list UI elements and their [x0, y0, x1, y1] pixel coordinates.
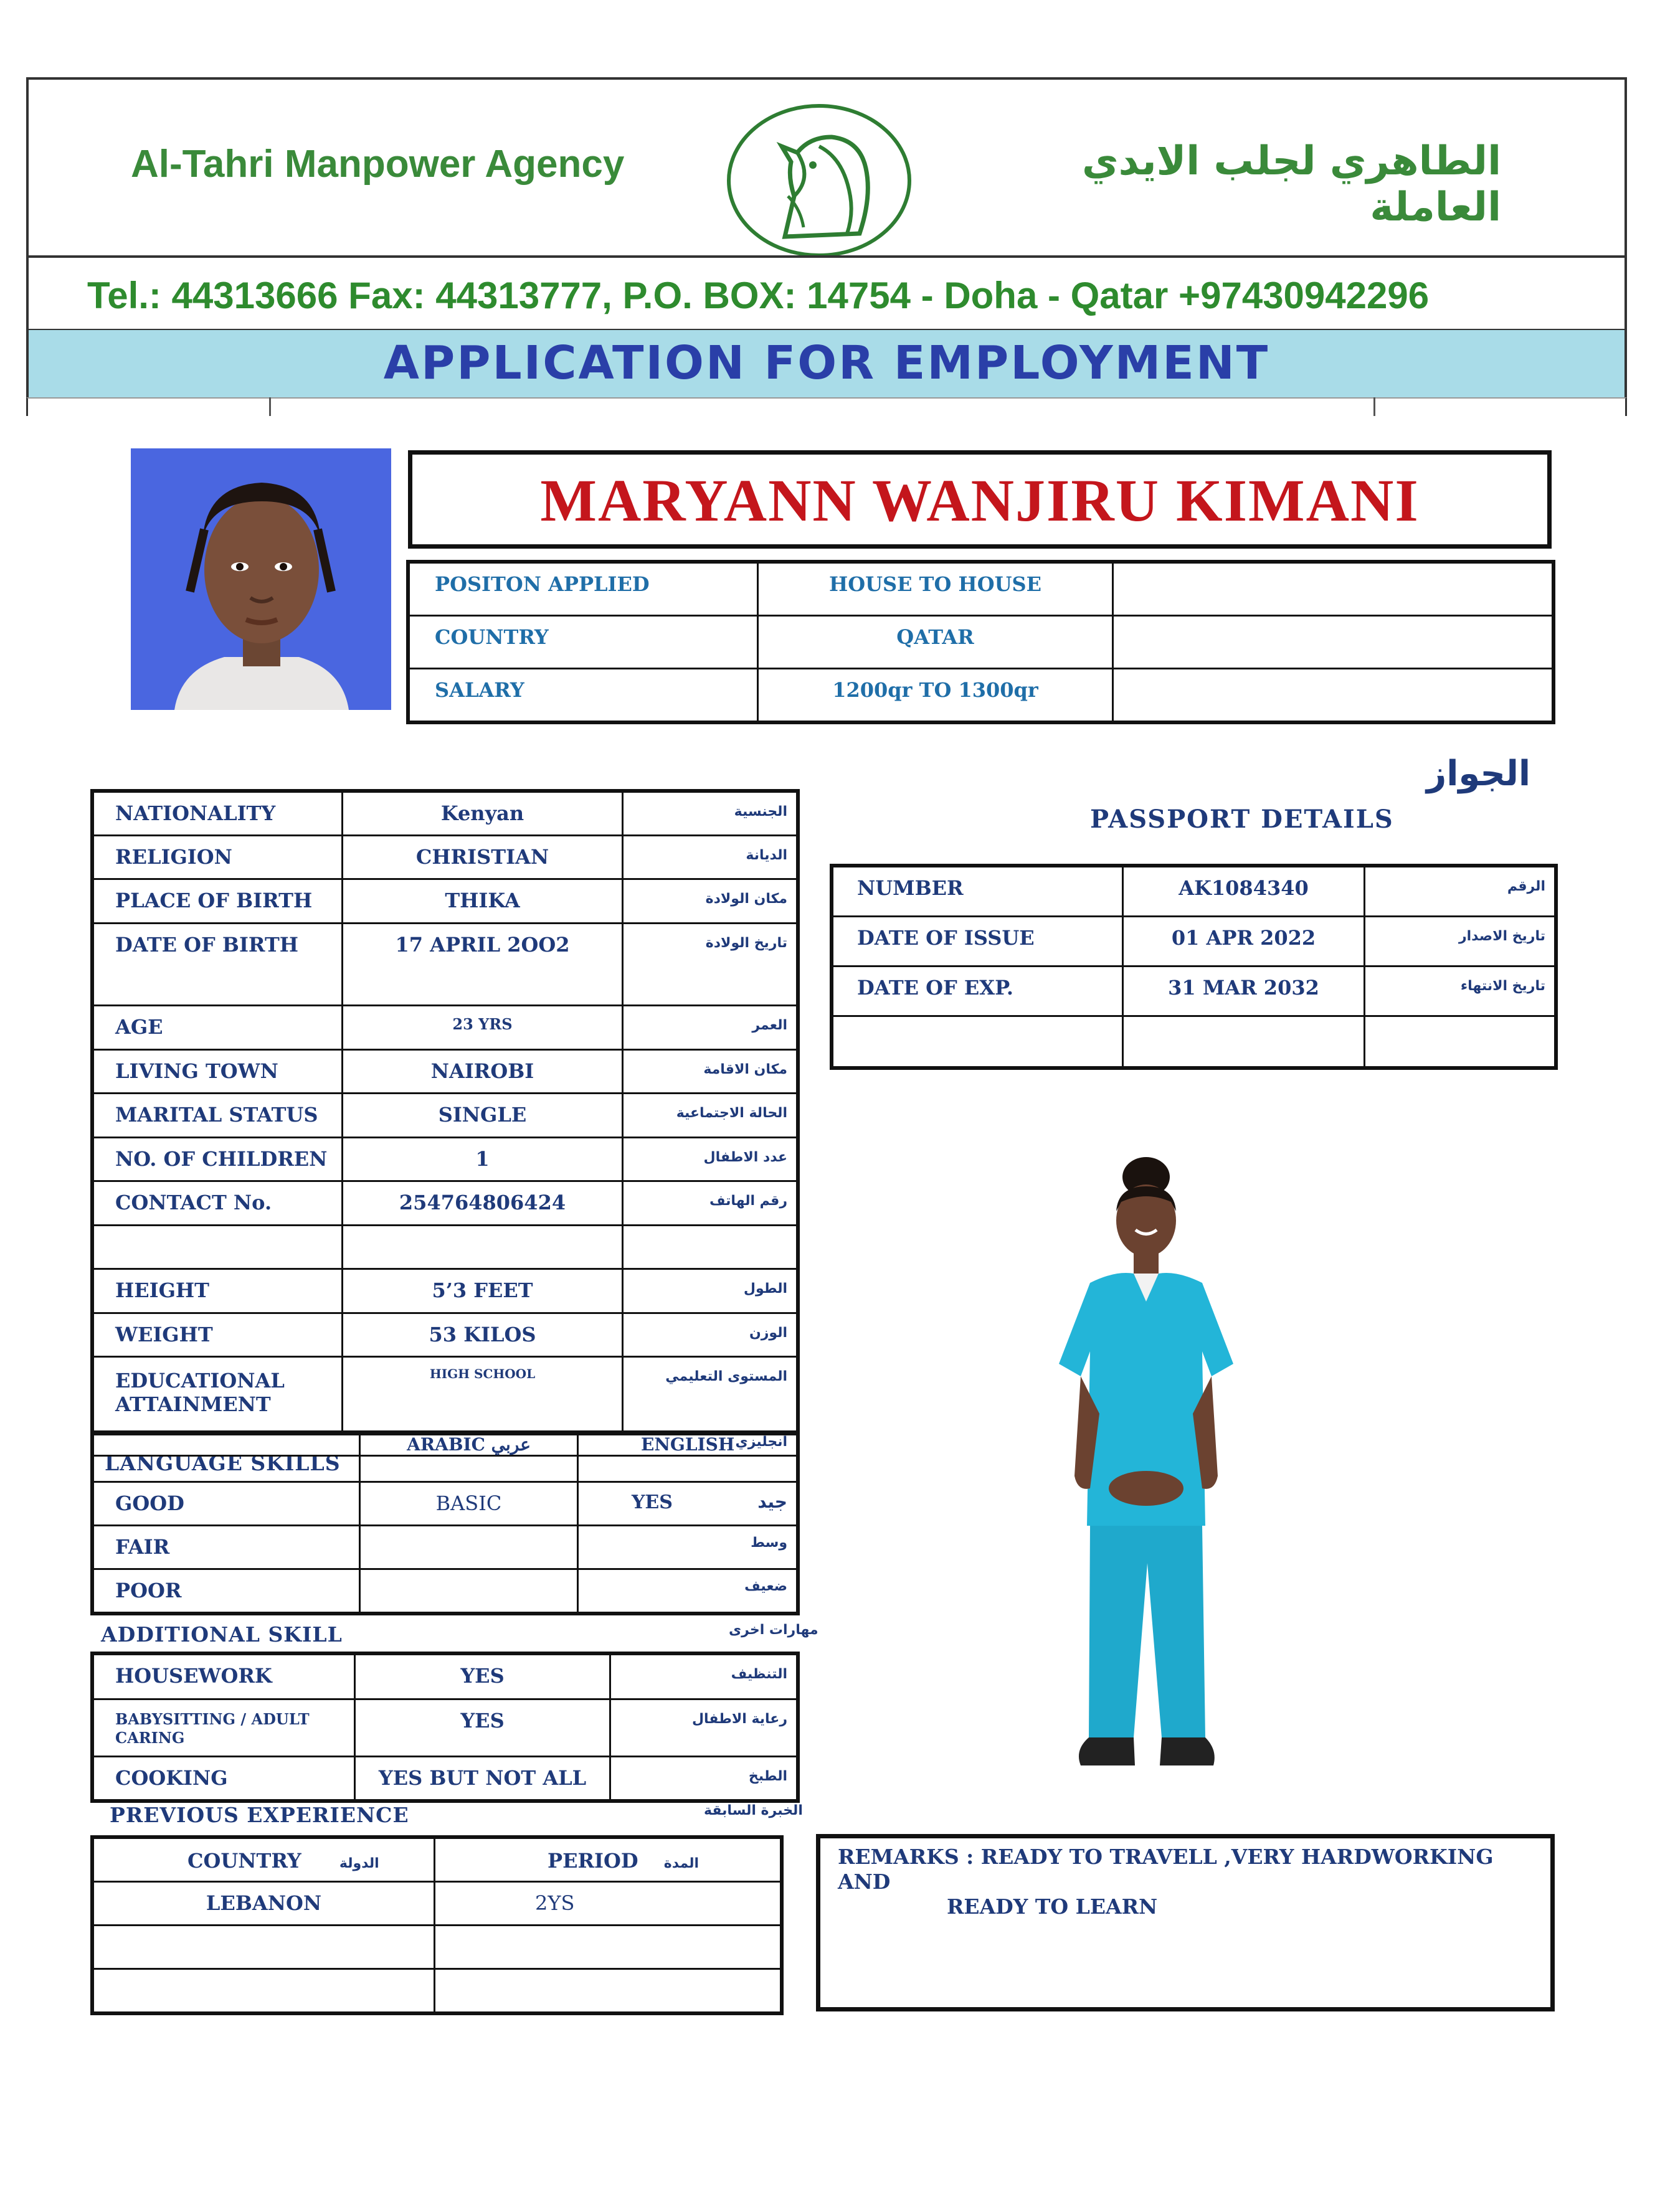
- contact-label: CONTACT No.: [93, 1181, 343, 1226]
- table-row: [93, 1569, 797, 1613]
- contact-label-ar: رقم الهاتف: [623, 1181, 797, 1226]
- passport-blank-value: [1123, 1016, 1365, 1067]
- babysitting-value: YES: [355, 1699, 610, 1757]
- passport-issue-value: 01 APR 2022: [1123, 917, 1365, 967]
- marital-value: SINGLE: [343, 1094, 623, 1138]
- lang-fair-english-ar: وسط: [751, 1535, 787, 1551]
- table-row: [93, 1456, 797, 1482]
- babysitting-label: BABYSITTING / ADULT CARING: [93, 1699, 355, 1757]
- experience-period-header-ar: المدة: [663, 1856, 700, 1871]
- passport-title: PASSPORT DETAILS: [1090, 805, 1394, 834]
- table-row: [93, 836, 797, 879]
- experience-country-value: [93, 1926, 435, 1969]
- position-label: POSITON APPLIED: [409, 563, 758, 616]
- table-row: [93, 792, 797, 836]
- header-strip-divider: [1373, 397, 1375, 416]
- agency-name-arabic: الطاهري لجلب الايدي العاملة: [1081, 138, 1501, 230]
- experience-period-header-text: PERIOD: [548, 1849, 638, 1873]
- additional-skill-label: ADDITIONAL SKILL: [101, 1622, 343, 1647]
- weight-label: WEIGHT: [93, 1313, 343, 1357]
- country-label: COUNTRY: [409, 616, 758, 669]
- full-body-photo: [1015, 1152, 1277, 1781]
- table-row: [93, 1050, 797, 1094]
- experience-period-value: [435, 1969, 781, 2013]
- experience-country-header-ar: الدولة: [339, 1856, 379, 1871]
- passport-title-arabic: الجواز: [1426, 754, 1531, 794]
- country-extra: [1113, 616, 1553, 669]
- babysitting-label-ar: رعاية الاطفال: [610, 1699, 797, 1757]
- lang-poor-arabic: [360, 1569, 578, 1613]
- personal-details-table: [92, 791, 798, 1434]
- housework-label: HOUSEWORK: [93, 1655, 355, 1699]
- salary-extra: [1113, 669, 1553, 722]
- lang-spacer: [578, 1456, 797, 1482]
- lang-good-english: [578, 1482, 797, 1526]
- height-value: 5’3 FEET: [343, 1269, 623, 1313]
- experience-country-value: LEBANON: [93, 1882, 435, 1926]
- salary-label: SALARY: [409, 669, 758, 722]
- table-row: [833, 867, 1555, 917]
- additional-skill-label-ar: مهارات اخرى: [729, 1622, 818, 1638]
- table-row: [93, 1526, 797, 1569]
- table-row: [93, 1969, 781, 2013]
- birthplace-label: PLACE OF BIRTH: [93, 879, 343, 924]
- additional-skills-table: [92, 1653, 798, 1801]
- housework-label-ar: التنظيف: [610, 1655, 797, 1699]
- cooking-value: YES BUT NOT ALL: [355, 1757, 610, 1800]
- agency-name-english: Al-Tahri Manpower Agency: [131, 143, 625, 186]
- language-skills-label: LANGUAGE SKILLS: [105, 1451, 341, 1475]
- nationality-value: Kenyan: [343, 792, 623, 836]
- country-value: QATAR: [758, 616, 1113, 669]
- weight-value: 53 KILOS: [343, 1313, 623, 1357]
- nationality-label: NATIONALITY: [93, 792, 343, 836]
- education-label: EDUCATIONAL ATTAINMENT: [93, 1357, 343, 1433]
- position-value: HOUSE TO HOUSE: [758, 563, 1113, 616]
- town-label: LIVING TOWN: [93, 1050, 343, 1094]
- passport-number-label-ar: الرقم: [1365, 867, 1555, 917]
- table-row: [93, 924, 797, 1006]
- marital-label: MARITAL STATUS: [93, 1094, 343, 1138]
- lang-header-english: [578, 1434, 797, 1456]
- passport-table: [832, 866, 1556, 1068]
- birthplace-value: THIKA: [343, 879, 623, 924]
- table-row: [93, 879, 797, 924]
- applicant-name: MARYANN WANJIRU KIMANI: [540, 467, 1420, 534]
- religion-label-ar: الديانة: [623, 836, 797, 879]
- table-row: [93, 1269, 797, 1313]
- remarks-line-2: READY TO LEARN: [947, 1894, 1158, 1919]
- cooking-label: COOKING: [93, 1757, 355, 1800]
- lang-header-empty: [93, 1434, 360, 1456]
- lang-fair-label: FAIR: [93, 1526, 360, 1569]
- lang-header-arabic: ARABIC عربي: [360, 1434, 578, 1456]
- table-row: [93, 1926, 781, 1969]
- height-label-ar: الطول: [623, 1269, 797, 1313]
- salary-value: 1200qr TO 1300qr: [758, 669, 1113, 722]
- table-row: [93, 1882, 781, 1926]
- religion-label: RELIGION: [93, 836, 343, 879]
- horse-head-icon: [726, 103, 913, 258]
- language-skills-table: [92, 1432, 798, 1614]
- table-row: [409, 616, 1553, 669]
- birthdate-value: 17 APRIL 2OO2: [343, 924, 623, 1006]
- lang-fair-arabic: [360, 1526, 578, 1569]
- remarks-text: [838, 1845, 1535, 1919]
- lang-good-arabic: BASIC: [360, 1482, 578, 1526]
- religion-value: CHRISTIAN: [343, 836, 623, 879]
- children-value: 1: [343, 1138, 623, 1181]
- table-row: [93, 1094, 797, 1138]
- lang-spacer: [360, 1456, 578, 1482]
- passport-expiry-label-ar: تاريخ الانتهاء: [1365, 967, 1555, 1016]
- form-title: APPLICATION FOR EMPLOYMENT: [383, 336, 1270, 390]
- passport-number-value: AK1084340: [1123, 867, 1365, 917]
- table-row: [93, 1006, 797, 1050]
- table-row: [833, 967, 1555, 1016]
- experience-table: [92, 1837, 782, 2013]
- passport-issue-label-ar: تاريخ الاصدار: [1365, 917, 1555, 967]
- town-value: NAIROBI: [343, 1050, 623, 1094]
- experience-period-value: [435, 1926, 781, 1969]
- header-strip-divider: [269, 397, 271, 416]
- lang-fair-english: [578, 1526, 797, 1569]
- lang-poor-label: POOR: [93, 1569, 360, 1613]
- passport-blank-label: [833, 1016, 1123, 1067]
- table-row: [93, 1699, 797, 1757]
- lang-spacer: [93, 1456, 360, 1482]
- table-row: [93, 1434, 797, 1456]
- marital-label-ar: الحالة الاجتماعية: [623, 1094, 797, 1138]
- contact-info: Tel.: 44313666 Fax: 44313777, P.O. BOX: 14754 - Doha - Qatar +97430942296: [87, 275, 1430, 316]
- remarks-line-1: REMARKS : READY TO TRAVELL ,VERY HARDWORKING AND: [838, 1845, 1494, 1894]
- table-row: [833, 917, 1555, 967]
- passport-issue-label: DATE OF ISSUE: [833, 917, 1123, 967]
- blank-label-ar: [623, 1226, 797, 1269]
- table-row: [93, 1313, 797, 1357]
- contact-value: 254764806424: [343, 1181, 623, 1226]
- experience-country-header-text: COUNTRY: [187, 1849, 301, 1873]
- passport-expiry-value: 31 MAR 2032: [1123, 967, 1365, 1016]
- experience-country-header: [93, 1838, 435, 1882]
- table-row: [409, 563, 1553, 616]
- height-label: HEIGHT: [93, 1269, 343, 1313]
- position-extra: [1113, 563, 1553, 616]
- education-label-ar: المستوى التعليمي: [623, 1357, 797, 1433]
- passport-number-label: NUMBER: [833, 867, 1123, 917]
- table-row: [833, 1016, 1555, 1067]
- previous-experience-label: PREVIOUS EXPERIENCE: [110, 1803, 409, 1827]
- lang-poor-english-ar: ضعيف: [744, 1579, 787, 1594]
- lang-header-english-text: ENGLISH: [641, 1434, 735, 1455]
- education-value: HIGH SCHOOL: [343, 1357, 623, 1433]
- blank-value: [343, 1226, 623, 1269]
- age-value: 23 YRS: [343, 1006, 623, 1050]
- table-row: [93, 1138, 797, 1181]
- table-row: [93, 1838, 781, 1882]
- table-row: [93, 1181, 797, 1226]
- housework-value: YES: [355, 1655, 610, 1699]
- table-row: [409, 669, 1553, 722]
- experience-country-value: [93, 1969, 435, 2013]
- experience-period-header: [435, 1838, 781, 1882]
- age-label: AGE: [93, 1006, 343, 1050]
- table-row: [93, 1757, 797, 1800]
- passport-expiry-label: DATE OF EXP.: [833, 967, 1123, 1016]
- previous-experience-label-ar: الخبرة السابقة: [704, 1803, 803, 1818]
- table-row: [93, 1655, 797, 1699]
- blank-label: [93, 1226, 343, 1269]
- weight-label-ar: الوزن: [623, 1313, 797, 1357]
- cooking-label-ar: الطبخ: [610, 1757, 797, 1800]
- passport-blank-label-ar: [1365, 1016, 1555, 1067]
- children-label-ar: عدد الاطفال: [623, 1138, 797, 1181]
- table-row: [93, 1226, 797, 1269]
- nationality-label-ar: الجنسية: [623, 792, 797, 836]
- lang-header-english-ar: انجليزي: [735, 1434, 787, 1450]
- lang-good-label: GOOD: [93, 1482, 360, 1526]
- age-label-ar: العمر: [623, 1006, 797, 1050]
- table-row: [93, 1357, 797, 1433]
- town-label-ar: مكان الاقامة: [623, 1050, 797, 1094]
- lang-poor-english: [578, 1569, 797, 1613]
- portrait-photo: [131, 448, 391, 710]
- birthdate-label: DATE OF BIRTH: [93, 924, 343, 1006]
- lang-good-english-text: YES: [632, 1491, 673, 1513]
- header-strip: [26, 397, 1627, 416]
- table-row: [93, 1482, 797, 1526]
- birthplace-label-ar: مكان الولادة: [623, 879, 797, 924]
- lang-good-english-ar: جيد: [757, 1491, 787, 1512]
- children-label: NO. OF CHILDREN: [93, 1138, 343, 1181]
- birthdate-label-ar: تاريخ الولادة: [623, 924, 797, 1006]
- position-table: [408, 562, 1553, 722]
- experience-period-value: 2YS: [435, 1882, 781, 1926]
